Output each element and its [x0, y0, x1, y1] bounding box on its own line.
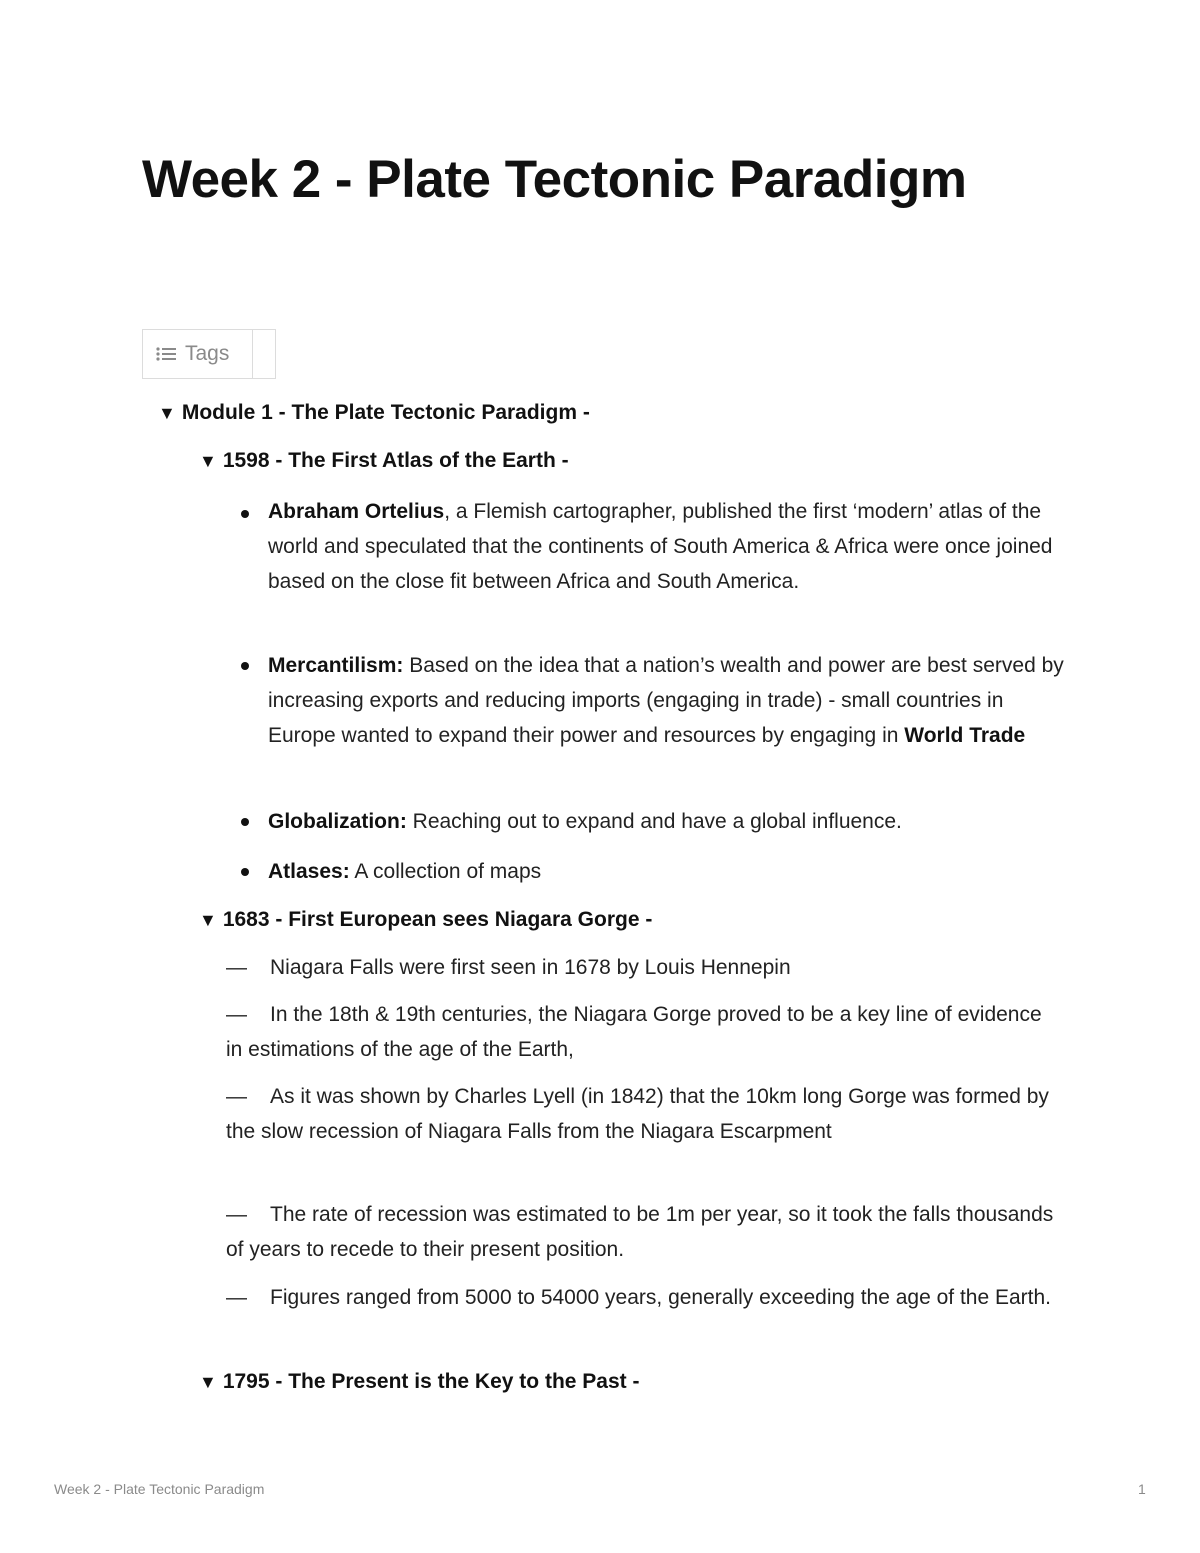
- module-toggle[interactable]: [158, 398, 590, 428]
- term-mercantilism: Mercantilism:: [268, 654, 404, 677]
- module-heading: Module 1 - The Plate Tectonic Paradigm -: [181, 401, 590, 424]
- list-icon: [155, 345, 177, 363]
- tags-label: Tags: [185, 342, 230, 365]
- dash-icon: —: [226, 1085, 247, 1108]
- term-atlases: Atlases:: [268, 860, 350, 883]
- section-1795-toggle[interactable]: [199, 1367, 639, 1397]
- toggle-triangle-icon[interactable]: ▼: [158, 403, 176, 423]
- section-1683-heading: 1683 - First European sees Niagara Gorge -: [222, 908, 653, 931]
- item-text: Niagara Falls were first seen in 1678 by Louis Hennepin: [270, 956, 791, 979]
- list-item: [226, 1197, 1056, 1267]
- section-1683-toggle[interactable]: [199, 905, 652, 935]
- term-globalization: Globalization:: [268, 810, 407, 833]
- section-1598-toggle[interactable]: [199, 446, 569, 476]
- tags-property[interactable]: [142, 329, 276, 379]
- bullet-dot-icon: [241, 510, 249, 518]
- toggle-triangle-icon[interactable]: ▼: [199, 451, 217, 471]
- bullet-dot-icon: [241, 868, 249, 876]
- bullet-text: , a Flemish cartographer, published the first ‘modern’ atlas of the world and speculated that the continents of South America & Africa were once joined based on the close fit between Africa and South America.: [268, 500, 1053, 593]
- list-item: [226, 1280, 1056, 1315]
- list-item: [268, 648, 1068, 753]
- bullet-dot-icon: [241, 662, 249, 670]
- section-1795-heading: 1795 - The Present is the Key to the Past -: [222, 1370, 640, 1393]
- dash-icon: —: [226, 1203, 247, 1226]
- list-item: [268, 854, 1068, 889]
- bullet-text: Reaching out to expand and have a global influence.: [406, 810, 902, 833]
- list-item: [226, 1079, 1056, 1149]
- page-title: Week 2 - Plate Tectonic Paradigm: [142, 150, 967, 209]
- item-text: The rate of recession was estimated to be 1m per year, so it took the falls thousands of years to recede to their present position.: [226, 1203, 1054, 1261]
- item-text: Figures ranged from 5000 to 54000 years, generally exceeding the age of the Earth.: [270, 1286, 1051, 1309]
- section-1598-heading: 1598 - The First Atlas of the Earth -: [222, 449, 569, 472]
- list-item: [268, 804, 1068, 839]
- item-text: As it was shown by Charles Lyell (in 1842) that the 10km long Gorge was formed by the slow recession of Niagara Falls from the Niagara Escarpment: [226, 1085, 1049, 1143]
- item-text: In the 18th & 19th centuries, the Niagara Gorge proved to be a key line of evidence in estimations of the age of the Earth,: [226, 1003, 1042, 1061]
- bullet-dot-icon: [241, 818, 249, 826]
- toggle-triangle-icon[interactable]: ▼: [199, 1372, 217, 1392]
- list-item: [226, 950, 1056, 985]
- term-world-trade: World Trade: [904, 724, 1026, 747]
- footer-title: Week 2 - Plate Tectonic Paradigm: [54, 1481, 265, 1497]
- list-item: [226, 997, 1056, 1067]
- term-abraham-ortelius: Abraham Ortelius: [268, 500, 445, 523]
- dash-icon: —: [226, 1003, 247, 1026]
- toggle-triangle-icon[interactable]: ▼: [199, 910, 217, 930]
- dash-icon: —: [226, 1286, 247, 1309]
- dash-icon: —: [226, 956, 247, 979]
- bullet-text: A collection of maps: [349, 860, 542, 883]
- page-number: 1: [1138, 1481, 1146, 1497]
- list-item: [268, 494, 1068, 599]
- bullet-text: Based on the idea that a nation’s wealth and power are best served by increasing exports and reducing imports (engaging in trade) - small countries in Europe wanted to expand their power and resources by engaging in: [268, 654, 1064, 747]
